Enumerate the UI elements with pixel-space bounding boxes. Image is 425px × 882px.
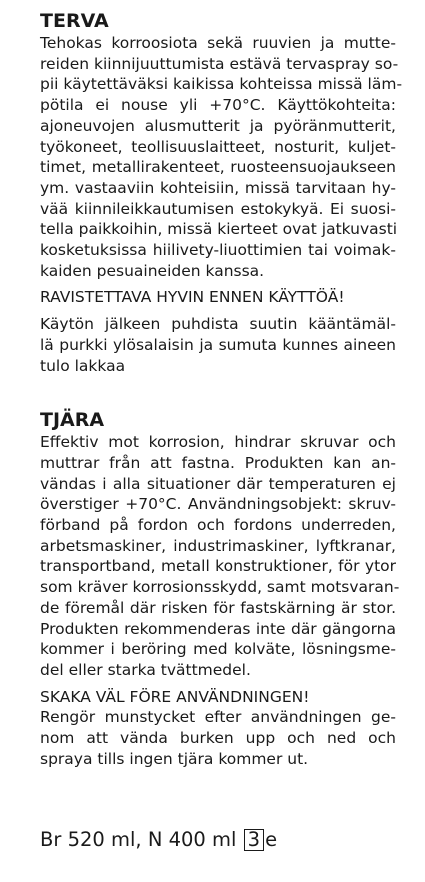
text-line: spraya tills ingen tjära kommer ut. (40, 749, 309, 768)
text-line: kommer i beröring med kolväte, lösningsme- (40, 640, 396, 659)
text-line: som kräver korrosionsskydd, samt motsvaran- (40, 578, 400, 597)
text-line: överstiger +70°C. Användningsobjekt: skruv- (40, 495, 396, 514)
text-line: pii käytettäväksi kaikissa kohteissa missä läm- (40, 75, 403, 94)
text-line: pötila ei nouse yli +70°C. Käyttökohteita: (40, 96, 396, 115)
instructions-sv (40, 707, 396, 769)
text-line: kosketuksissa hiilivety-liuottimien tai voimak- (40, 241, 396, 260)
section-fi (40, 9, 403, 376)
boxed-mark: 3 (244, 829, 264, 851)
text-line: transportband, metall konstruktioner, för ytor (40, 557, 396, 576)
text-line: muttrar från att fastna. Produkten kan an- (40, 453, 396, 472)
text-line: Tehokas korroosiota sekä ruuvien ja mutte- (40, 34, 396, 52)
text-line: Rengör munstycket efter användningen ge- (40, 708, 396, 727)
warning-sv: SKAKA VÄL FÖRE ANVÄNDNINGEN! (40, 687, 310, 706)
estimated-sign: e (265, 828, 278, 851)
description-sv (40, 432, 400, 680)
text-line: työkoneet, teollisuuslaitteet, nosturit, kuljet- (40, 137, 396, 156)
text-line: lä purkki ylösalaisin ja sumuta kunnes aineen (40, 335, 396, 354)
text-line: reiden kiinnijuuttumista estävä tervaspray so- (40, 54, 399, 73)
text-line: de föremål där risken för fastskärning är stor. (40, 598, 396, 617)
text-line: timet, metallirakenteet, ruosteensuojaukseen (40, 158, 396, 177)
text-line: Käytön jälkeen puhdista suutin kääntämäl- (40, 315, 396, 334)
description-fi (40, 33, 403, 281)
text-line: kaiden pesuaineiden kanssa. (40, 261, 265, 280)
text-line: Effektiv mot korrosion, hindrar skruvar och (40, 433, 396, 452)
text-line: arbetsmaskiner, industrimaskiner, lyftkranar, (40, 536, 396, 555)
text-line: nom att vända burken upp och ned och (40, 729, 396, 748)
volume-line (40, 828, 277, 852)
text-line: ym. vastaaviin kohteisiin, missä tarvitaan hy- (40, 178, 396, 197)
volume-text: Br 520 ml, N 400 ml (40, 828, 237, 851)
text-line: ajoneuvojen alusmutterit ja pyöränmutterit, (40, 116, 396, 135)
text-line: förband på fordon och fordons underreden, (40, 516, 396, 535)
label-text (40, 9, 403, 770)
instructions-fi (40, 314, 396, 376)
text-line: del eller starka tvättmedel. (40, 660, 251, 679)
section-title-fi: TERVA (40, 10, 109, 32)
text-line: Produkten rekommenderas inte där gängorna (40, 619, 396, 638)
text-line: tella paikkoihin, missä kierteet ovat jatkuvasti (40, 220, 398, 239)
warning-fi: RAVISTETTAVA HYVIN ENNEN KÄYTTÖÄ! (40, 288, 345, 307)
text-line: vändas i alla situationer där temperaturen ej (40, 474, 396, 493)
text-line: vää kiinnileikkautumisen estokykyä. Ei suosi- (40, 199, 396, 218)
section-sv (40, 408, 400, 769)
section-title-sv: TJÄRA (40, 409, 105, 432)
text-line: tulo lakkaa (40, 356, 126, 375)
